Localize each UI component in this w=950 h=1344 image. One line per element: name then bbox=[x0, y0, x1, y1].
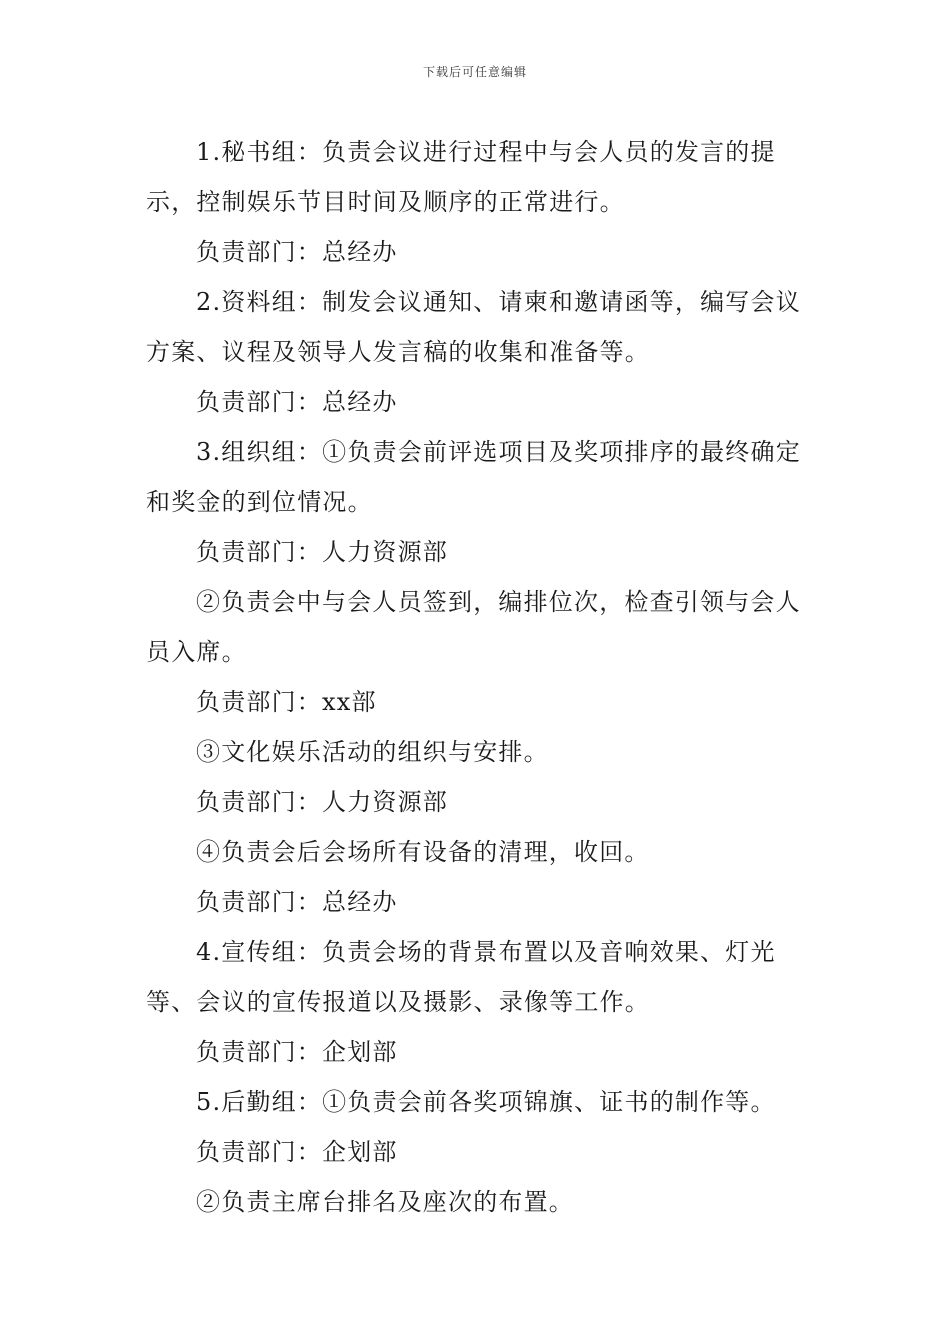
paragraph-secretary-group: 1.秘书组：负责会议进行过程中与会人员的发言的提示，控制娱乐节目时间及顺序的正常进行。 bbox=[146, 138, 776, 216]
paragraph-materials-group: 2.资料组：制发会议通知、请柬和邀请函等，编写会议方案、议程及领导人发言稿的收集和准备等。 bbox=[146, 288, 801, 366]
document-body bbox=[146, 127, 810, 1227]
paragraph-department: 负责部门：总经办 bbox=[196, 388, 398, 416]
paragraph-department: 负责部门：总经办 bbox=[196, 238, 398, 266]
paragraph-logistics-group: 5.后勤组：①负责会前各奖项锦旗、证书的制作等。 bbox=[196, 1088, 776, 1116]
paragraph-organization-group: 3.组织组：①负责会前评选项目及奖项排序的最终确定和奖金的到位情况。 bbox=[146, 438, 801, 516]
paragraph-department: 负责部门：人力资源部 bbox=[196, 788, 448, 816]
paragraph-organization-item-3: ③文化娱乐活动的组织与安排。 bbox=[196, 738, 549, 766]
page-header-note: 下载后可任意编辑 bbox=[422, 65, 527, 79]
paragraph-department: 负责部门：xx部 bbox=[196, 688, 377, 716]
paragraph-organization-item-4: ④负责会后会场所有设备的清理，收回。 bbox=[196, 838, 650, 866]
paragraph-department: 负责部门：企划部 bbox=[196, 1038, 398, 1066]
paragraph-department: 负责部门：总经办 bbox=[196, 888, 398, 916]
paragraph-department: 负责部门：企划部 bbox=[196, 1138, 398, 1166]
paragraph-department: 负责部门：人力资源部 bbox=[196, 538, 448, 566]
paragraph-organization-item-2: ②负责会中与会人员签到，编排位次，检查引领与会人员入席。 bbox=[146, 588, 801, 666]
paragraph-logistics-item-2: ②负责主席台排名及座次的布置。 bbox=[196, 1188, 574, 1216]
paragraph-publicity-group: 4.宣传组：负责会场的背景布置以及音响效果、灯光等、会议的宣传报道以及摄影、录像等工作。 bbox=[146, 938, 776, 1016]
